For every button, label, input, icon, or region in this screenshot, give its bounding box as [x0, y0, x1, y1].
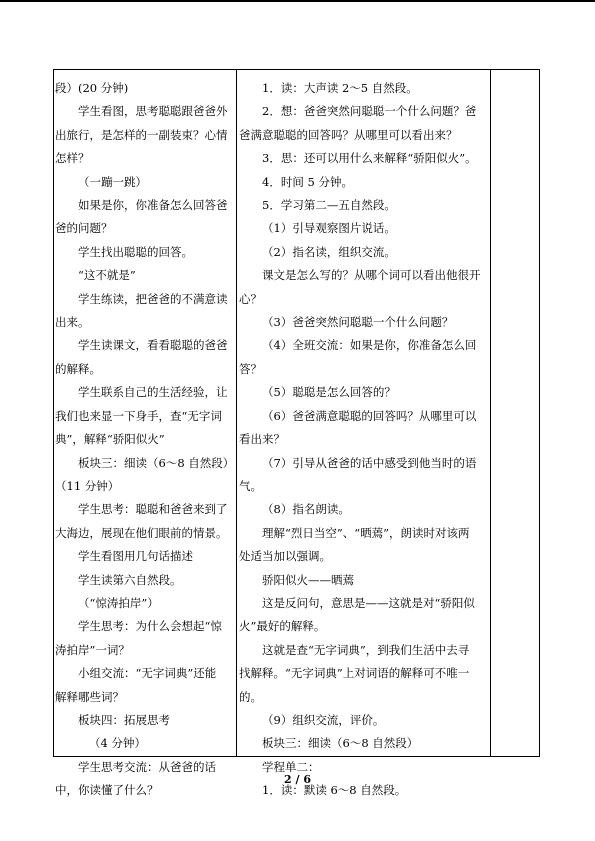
text-line: 板块三：细读（6～8 自然段） [78, 455, 235, 470]
text-line: 涛拍岸”一词？ [55, 642, 130, 657]
text-line: （4 分钟） [89, 736, 146, 751]
page-number: 2 / 6 [284, 773, 311, 786]
text-line: （11 分钟） [55, 478, 120, 493]
text-line: 1．读：默读 6～8 自然段。 [262, 783, 407, 798]
text-line: 处适当加以强调。 [239, 549, 331, 564]
text-line: 1．读：大声读 2～5 自然段。 [262, 81, 418, 95]
text-line: （一蹦一跳） [78, 174, 147, 189]
text-line: 答？ [239, 361, 262, 376]
text-line: 出旅行，是怎样的一副装束？心情 [55, 127, 228, 142]
text-line: 这是反问句，意思是——这就是对“骄阳似 [262, 595, 475, 610]
text-line: （9）组织交流，评价。 [262, 712, 385, 727]
text-line: 的解释。 [55, 361, 101, 376]
text-line: 中，你读懂了什么？ [55, 783, 159, 798]
text-line: 学生找出聪聪的回答。 [78, 244, 193, 259]
text-line: 板块三：细读（6～8 自然段） [262, 736, 419, 751]
text-line: “这不就是” [78, 268, 136, 283]
text-line: （8）指名朗读。 [262, 502, 350, 517]
text-line: 我们也来显一下身手，查“无字词 [55, 408, 222, 423]
text-line: 这就是查“无字词典”，到我们生活中去寻 [262, 642, 470, 657]
text-line: 骄阳似火——晒蔫 [262, 572, 354, 587]
text-line: 学生看图用几句话描述 [78, 549, 193, 564]
text-line: 如果是你，你准备怎么回答爸 [78, 198, 228, 213]
text-line: 看出来？ [239, 432, 285, 447]
text-line: （2）指名读，组织交流。 [262, 244, 396, 259]
text-line: 学生思考：聪聪和爸爸来到了 [78, 502, 228, 517]
text-line: 理解“烈日当空”、“晒蔫”，朗读时对该两 [262, 525, 470, 540]
text-line: 爸满意聪聪的回答吗？从哪里可以看出来？ [239, 127, 458, 142]
text-line: 解释哪些词？ [55, 689, 124, 704]
text-line: 怎样？ [55, 151, 90, 166]
column-divider-1 [236, 70, 237, 756]
text-line: （“惊涛拍岸”） [78, 595, 159, 610]
text-line: 学生练读，把爸爸的不满意读 [78, 291, 228, 306]
text-line: 大海边，展现在他们眼前的情景。 [55, 525, 228, 540]
text-line: 4．时间 5 分钟。 [262, 174, 353, 189]
student-activity-column [55, 77, 236, 803]
text-line: 段）(20 分钟) [55, 81, 129, 95]
teacher-guidance-column [239, 77, 489, 803]
text-line: 找解释。“无字词典”上对词语的解释可不唯一 [239, 666, 470, 681]
text-line: 爸的问题？ [55, 221, 113, 236]
text-line: （5）聪聪是怎么回答的？ [262, 385, 396, 400]
text-line: 典”，解释“骄阳似火” [55, 432, 165, 447]
text-line: 学程单二： [262, 759, 320, 774]
text-line: 学生读课文，看看聪聪的爸爸 [78, 338, 228, 353]
text-line: 5．学习第二—五自然段。 [262, 198, 396, 213]
header-rule [0, 0, 595, 2]
text-line: 气。 [239, 478, 262, 493]
text-line: 学生联系自己的生活经验，让 [78, 385, 228, 400]
text-line: 2．想：爸爸突然问聪聪一个什么问题？爸 [262, 104, 477, 119]
text-line: 火”最好的解释。 [239, 619, 326, 634]
text-line: （4）全班交流：如果是你，你准备怎么回 [262, 338, 477, 353]
text-line: 学生读第六自然段。 [78, 572, 182, 587]
text-line: 课文是怎么写的？从哪个词可以看出他很开 [262, 268, 481, 283]
text-line: （7）引导从爸爸的话中感受到他当时的语 [262, 455, 477, 470]
text-line: 学生思考交流：从爸爸的话 [78, 759, 216, 774]
text-line: 学生看图，思考聪聪跟爸爸外 [78, 104, 228, 119]
text-line: 心？ [239, 291, 262, 306]
text-line: （1）引导观察图片说话。 [262, 221, 396, 236]
text-line: 3．思：还可以用什么来解释“骄阳似火”。 [262, 151, 477, 166]
text-line: 的。 [239, 689, 262, 704]
text-line: 小组交流：“无字词典”还能 [78, 666, 217, 681]
text-line: （3）爸爸突然问聪聪一个什么问题？ [262, 315, 454, 330]
text-line: 板块四：拓展思考 [78, 712, 170, 727]
text-line: 出来。 [55, 315, 90, 330]
text-line: 学生思考：为什么会想起“惊 [78, 619, 222, 634]
text-line: （6）爸爸满意聪聪的回答吗？从哪里可以 [262, 408, 477, 423]
column-divider-2 [490, 70, 491, 756]
